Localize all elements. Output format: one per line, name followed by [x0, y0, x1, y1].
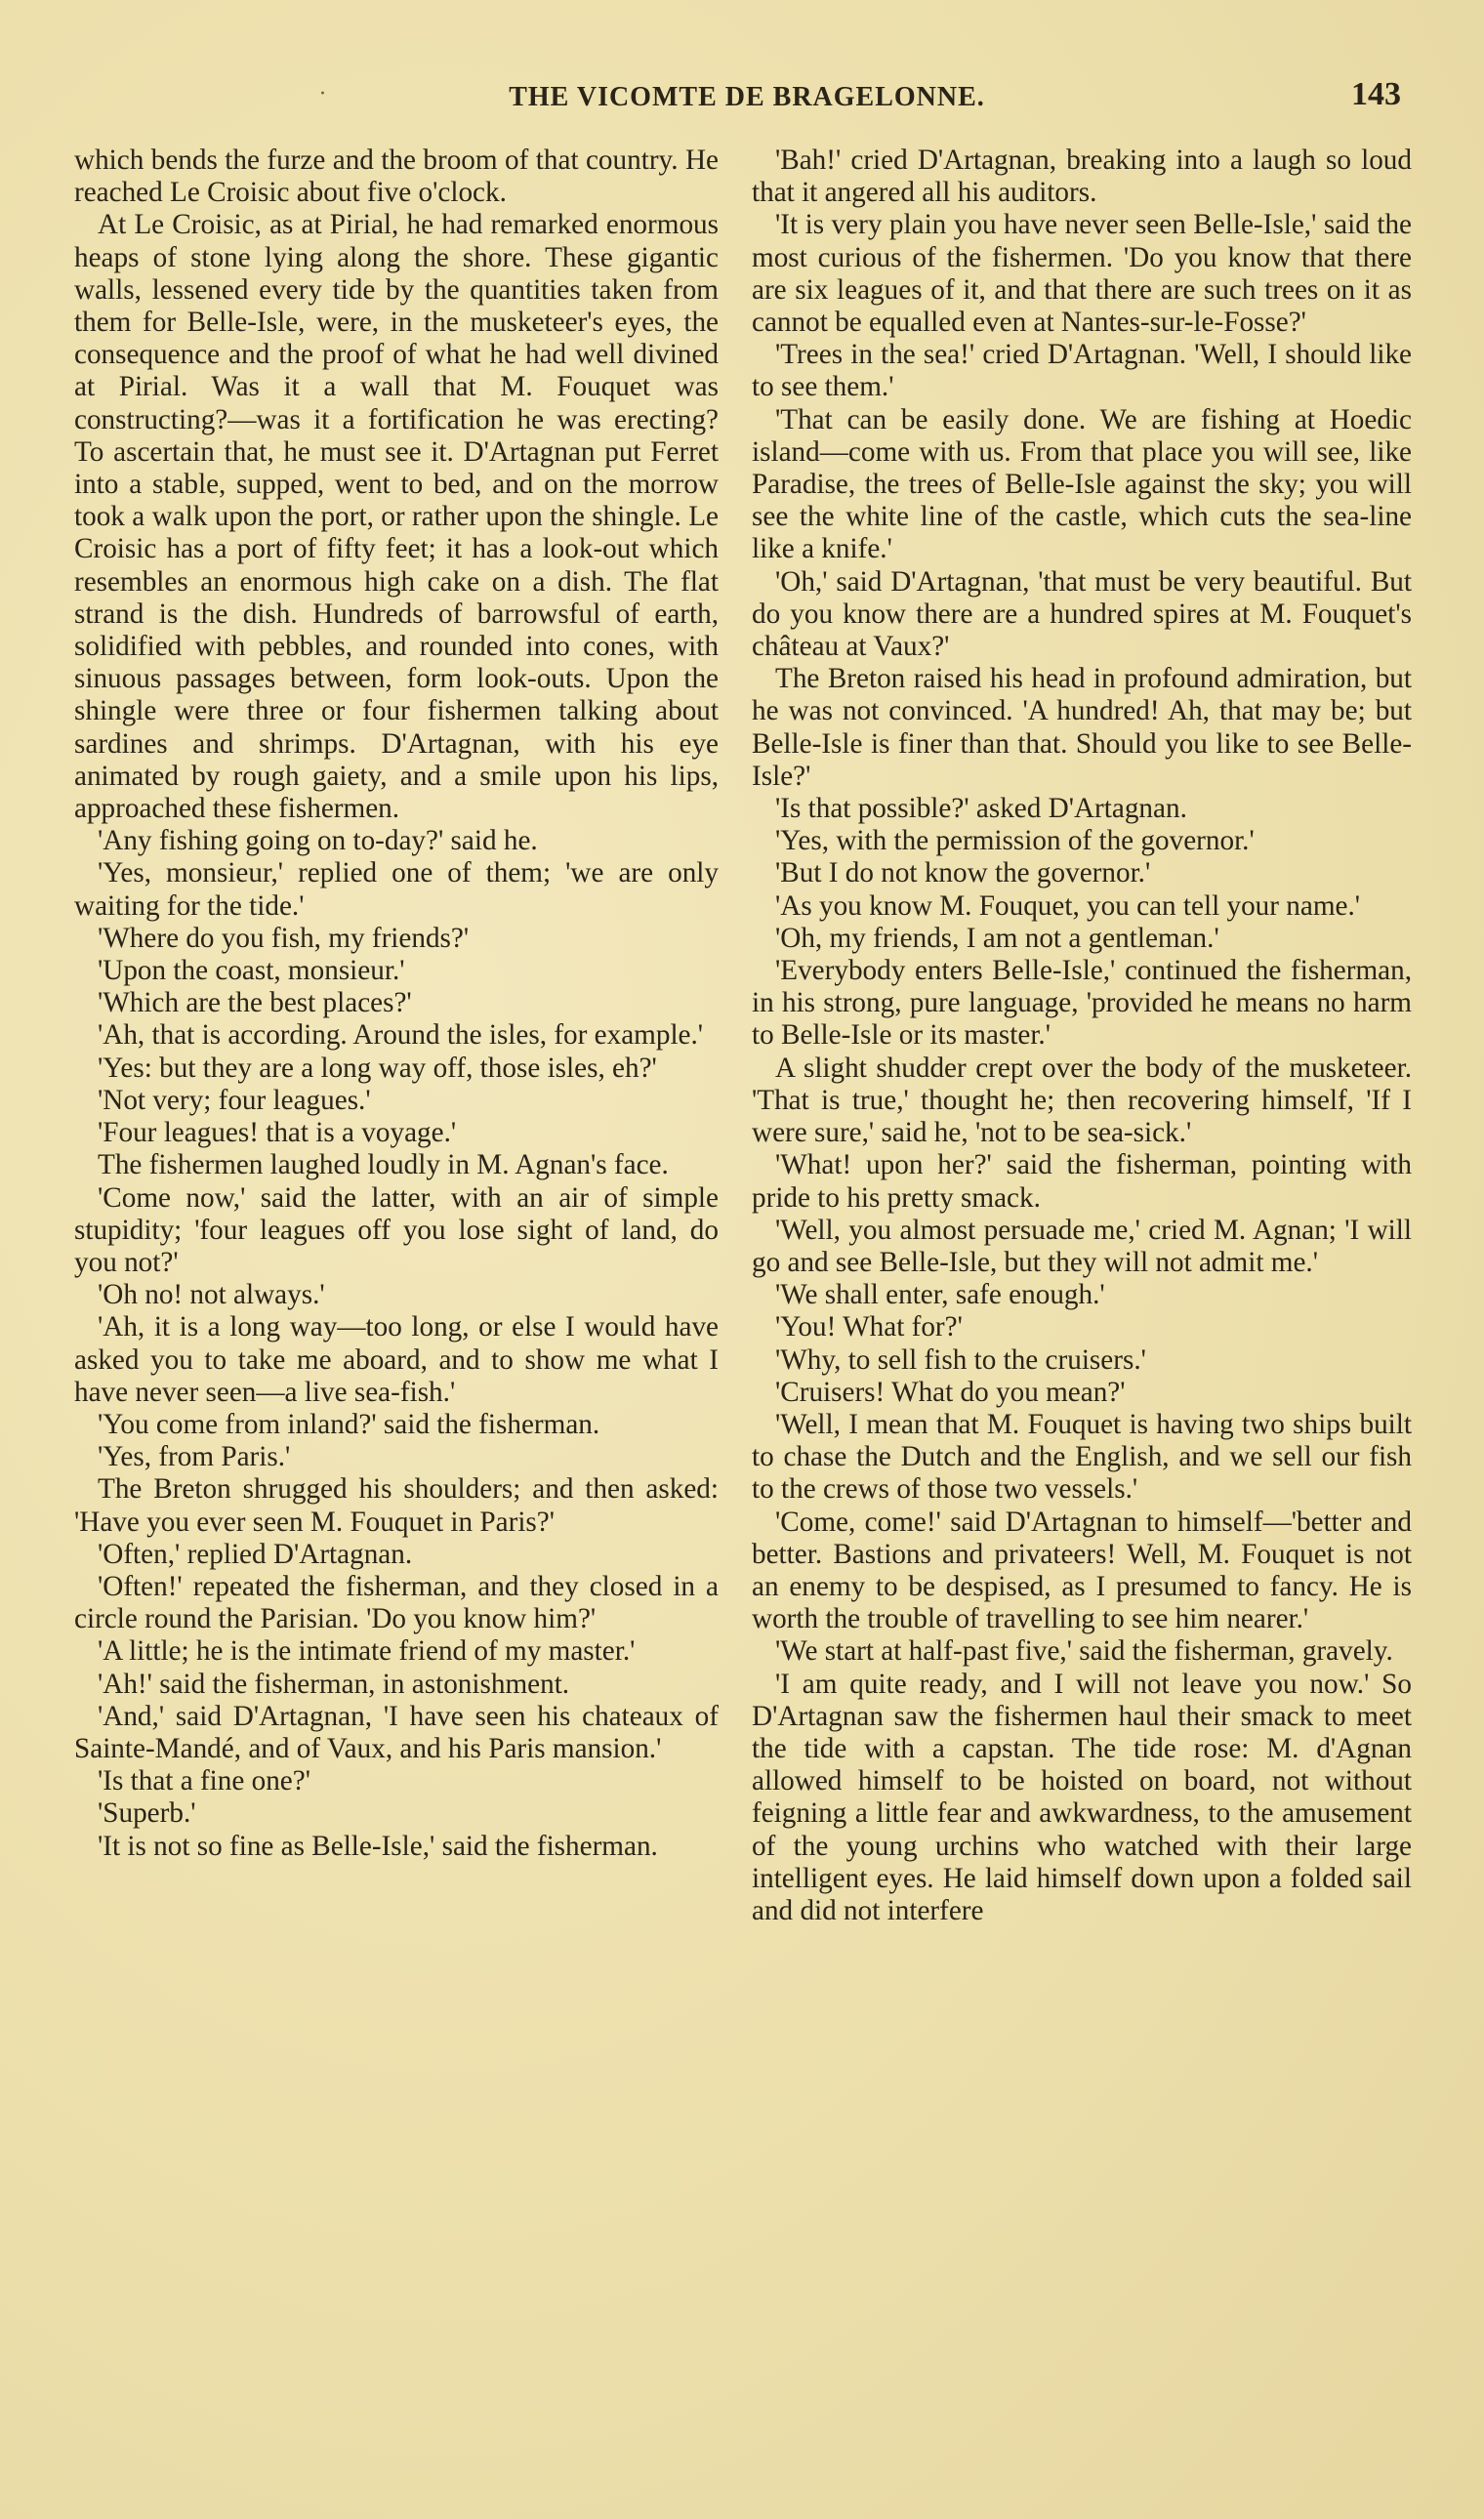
paragraph: 'Ah, it is a long way—too long, or else I would have asked you to take me aboard, and to show me what I have never seen—a live sea-fish.' [74, 1311, 719, 1408]
paragraph: 'Ah!' said the fisherman, in astonishment. [98, 1668, 570, 1700]
paragraph: 'Superb.' [98, 1797, 196, 1830]
paragraph: 'Yes, monsieur,' replied one of them; 'we are only waiting for the tide.' [74, 857, 719, 922]
paragraph: 'But I do not know the governor.' [775, 857, 1151, 889]
paragraph: The fishermen laughed loudly in M. Agnan's face. [98, 1149, 669, 1181]
paragraph: 'Where do you fish, my friends?' [98, 922, 470, 954]
paragraph: 'Oh no! not always.' [98, 1279, 325, 1311]
paragraph: 'You come from inland?' said the fisherman. [98, 1408, 600, 1440]
paragraph: The Breton raised his head in profound admiration, but he was not convinced. 'A hundred! Ah, that may be; but Belle-Isle is finer than that. Should you like to see Belle-Isle?' [752, 663, 1412, 792]
header-ornament: · [319, 82, 326, 106]
paragraph: 'Well, you almost persuade me,' cried M. Agnan; 'I will go and see Belle-Isle, but they will not admit me.' [752, 1214, 1412, 1278]
left-column [74, 145, 719, 2478]
paragraph: 'Not very; four leagues.' [98, 1084, 371, 1116]
paragraph: 'I am quite ready, and I will not leave you now.' So D'Artagnan saw the fishermen haul their smack to meet the tide with a capstan. The tide rose: M. d'Agnan allowed himself to be hoisted on board, not without feigning a little fear and awkwardness, to the amusement of the young urchins who watched with their large intelligent eyes. He laid himself down upon a folded sail and did not interfere [752, 1668, 1412, 1926]
paragraph: 'We shall enter, safe enough.' [775, 1279, 1105, 1311]
paragraph: 'Any fishing going on to-day?' said he. [98, 825, 538, 857]
paragraph: 'Yes: but they are a long way off, those isles, eh?' [98, 1052, 657, 1084]
paragraph: 'Everybody enters Belle-Isle,' continued the fisherman, in his strong, pure language, 'provided he means no harm to Belle-Isle or its master.' [752, 955, 1412, 1052]
paragraph: 'As you know M. Fouquet, you can tell your name.' [775, 889, 1361, 922]
paragraph: 'What! upon her?' said the fisherman, pointing with pride to his pretty smack. [752, 1149, 1412, 1214]
paragraph: 'It is very plain you have never seen Belle-Isle,' said the most curious of the fishermen. 'Do you know that there are six leagues of it, and that there are such trees on it as cannot be equalled even at Nantes-sur-le-Fosse?' [752, 209, 1412, 339]
paragraph: 'Yes, from Paris.' [98, 1441, 291, 1473]
paragraph: The Breton shrugged his shoulders; and then asked: 'Have you ever seen M. Fouquet in Paris?' [74, 1473, 719, 1538]
paragraph: A slight shudder crept over the body of the musketeer. 'That is true,' thought he; then recovering himself, 'If I were sure,' said he, 'not to be sea-sick.' [752, 1052, 1412, 1149]
page-number: 143 [1351, 76, 1401, 112]
paragraph: 'Trees in the sea!' cried D'Artagnan. 'Well, I should like to see them.' [752, 339, 1412, 403]
paragraph: 'Ah, that is according. Around the isles, for example.' [98, 1019, 704, 1052]
paragraph: which bends the furze and the broom of that country. He reached Le Croisic about five o'clock. [74, 145, 719, 209]
paragraph: 'That can be easily done. We are fishing at Hoedic island—come with us. From that place you will see, like Paradise, the trees of Belle-Isle against the sky; you will see the white line of the castle, which cuts the sea-line like a knife.' [752, 403, 1412, 565]
paragraph: 'Which are the best places?' [98, 987, 412, 1019]
paragraph: 'Oh,' said D'Artagnan, 'that must be very beautiful. But do you know there are a hundred spires at M. Fouquet's château at Vaux?' [752, 565, 1412, 663]
paragraph: 'We start at half-past five,' said the fisherman, gravely. [775, 1635, 1393, 1668]
paragraph: 'Yes, with the permission of the governor.' [775, 825, 1255, 857]
paragraph: 'Often,' replied D'Artagnan. [98, 1538, 413, 1570]
paragraph: 'Is that a fine one?' [98, 1765, 310, 1797]
page-header [73, 76, 1421, 125]
paragraph: 'A little; he is the intimate friend of my master.' [98, 1635, 636, 1668]
right-column [752, 145, 1412, 2478]
paragraph: At Le Croisic, as at Pirial, he had remarked enormous heaps of stone lying along the shore. These gigantic walls, lessened every tide by the quantities taken from them for Belle-Isle, were, in the musketeer's eyes, the consequence and the proof of what he had well divined at Pirial. Was it a wall that M. Fouquet was constructing?—was it a fortification he was erecting? To ascertain that, he must see it. D'Artagnan put Ferret into a stable, supped, went to bed, and on the morrow took a walk upon the port, or rather upon the shingle. Le Croisic has a port of fifty feet; it has a look-out which resembles an enormous high cake on a dish. The flat strand is the dish. Hundreds of barrowsful of earth, solidified with pebbles, and rounded into cones, with sinuous passages between, form look-outs. Upon the shingle were three or four fishermen talking about sardines and shrimps. D'Artagnan, with his eye animated by rough gaiety, and a smile upon his lips, approached these fishermen. [74, 209, 719, 825]
paragraph: 'Upon the coast, monsieur.' [98, 955, 405, 987]
running-title: THE VICOMTE DE BRAGELONNE. [509, 82, 985, 112]
paragraph: 'Why, to sell fish to the cruisers.' [775, 1343, 1146, 1376]
paragraph: 'Four leagues! that is a voyage.' [98, 1117, 457, 1149]
paragraph: 'Well, I mean that M. Fouquet is having two ships built to chase the Dutch and the English, and we sell our fish to the crews of those two vessels.' [752, 1408, 1412, 1506]
paragraph: 'It is not so fine as Belle-Isle,' said the fisherman. [98, 1830, 658, 1862]
paragraph: 'You! What for?' [775, 1311, 963, 1343]
paragraph: 'Come, come!' said D'Artagnan to himself—'better and better. Bastions and privateers! Well, M. Fouquet is not an enemy to be despised, as I presumed to fancy. He is worth the trouble of travelling to see him nearer.' [752, 1506, 1412, 1635]
paragraph: 'Come now,' said the latter, with an air of simple stupidity; 'four leagues off you lose sight of land, do you not?' [74, 1181, 719, 1278]
paragraph: 'Cruisers! What do you mean?' [775, 1376, 1126, 1408]
paragraph: 'Oh, my friends, I am not a gentleman.' [775, 922, 1219, 954]
paragraph: 'And,' said D'Artagnan, 'I have seen his chateaux of Sainte-Mandé, and of Vaux, and his Paris mansion.' [74, 1700, 719, 1764]
paragraph: 'Is that possible?' asked D'Artagnan. [775, 793, 1187, 825]
paragraph: 'Often!' repeated the fisherman, and they closed in a circle round the Parisian. 'Do you know him?' [74, 1570, 719, 1635]
paragraph: 'Bah!' cried D'Artagnan, breaking into a laugh so loud that it angered all his auditors. [752, 145, 1412, 209]
